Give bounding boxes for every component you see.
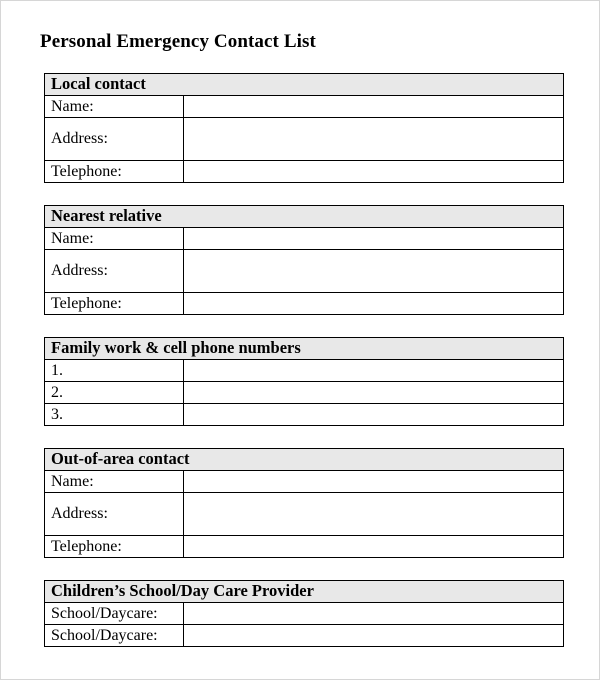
document-title: Personal Emergency Contact List: [40, 31, 316, 52]
form-row-school-daycare: [45, 625, 564, 647]
school-daycare-field[interactable]: [184, 603, 564, 625]
address-field[interactable]: [184, 250, 564, 293]
field-label: Name:: [45, 228, 184, 250]
form-row-name: [45, 96, 564, 118]
form-row-name: [45, 471, 564, 493]
form-row-number-3: [45, 404, 564, 426]
field-label: Address:: [45, 493, 184, 536]
name-field[interactable]: [184, 228, 564, 250]
address-field[interactable]: [184, 493, 564, 536]
section-heading: Nearest relative: [45, 206, 564, 228]
field-label: 3.: [45, 404, 184, 426]
phone-number-field[interactable]: [184, 360, 564, 382]
field-label: Telephone:: [45, 161, 184, 183]
address-field[interactable]: [184, 118, 564, 161]
section-heading: Out-of-area contact: [45, 449, 564, 471]
field-label: 2.: [45, 382, 184, 404]
field-label: Name:: [45, 96, 184, 118]
section-heading: Children’s School/Day Care Provider: [45, 581, 564, 603]
form-row-telephone: [45, 161, 564, 183]
section-heading: Local contact: [45, 74, 564, 96]
phone-number-field[interactable]: [184, 382, 564, 404]
field-label: Telephone:: [45, 293, 184, 315]
name-field[interactable]: [184, 96, 564, 118]
section-nearest-relative: [44, 205, 564, 315]
field-label: 1.: [45, 360, 184, 382]
field-label: School/Daycare:: [45, 625, 184, 647]
field-label: Address:: [45, 118, 184, 161]
name-field[interactable]: [184, 471, 564, 493]
field-label: Name:: [45, 471, 184, 493]
form-row-number-1: [45, 360, 564, 382]
form-row-school-daycare: [45, 603, 564, 625]
section-out-of-area-contact: [44, 448, 564, 558]
section-family-phone-numbers: [44, 337, 564, 426]
field-label: Telephone:: [45, 536, 184, 558]
section-school-daycare-provider: [44, 580, 564, 647]
section-local-contact: [44, 73, 564, 183]
field-label: School/Daycare:: [45, 603, 184, 625]
form-row-telephone: [45, 536, 564, 558]
field-label: Address:: [45, 250, 184, 293]
form-row-address: [45, 118, 564, 161]
telephone-field[interactable]: [184, 293, 564, 315]
phone-number-field[interactable]: [184, 404, 564, 426]
form-row-name: [45, 228, 564, 250]
telephone-field[interactable]: [184, 161, 564, 183]
telephone-field[interactable]: [184, 536, 564, 558]
form-row-address: [45, 493, 564, 536]
section-heading: Family work & cell phone numbers: [45, 338, 564, 360]
form-row-number-2: [45, 382, 564, 404]
school-daycare-field[interactable]: [184, 625, 564, 647]
form-row-address: [45, 250, 564, 293]
form-row-telephone: [45, 293, 564, 315]
